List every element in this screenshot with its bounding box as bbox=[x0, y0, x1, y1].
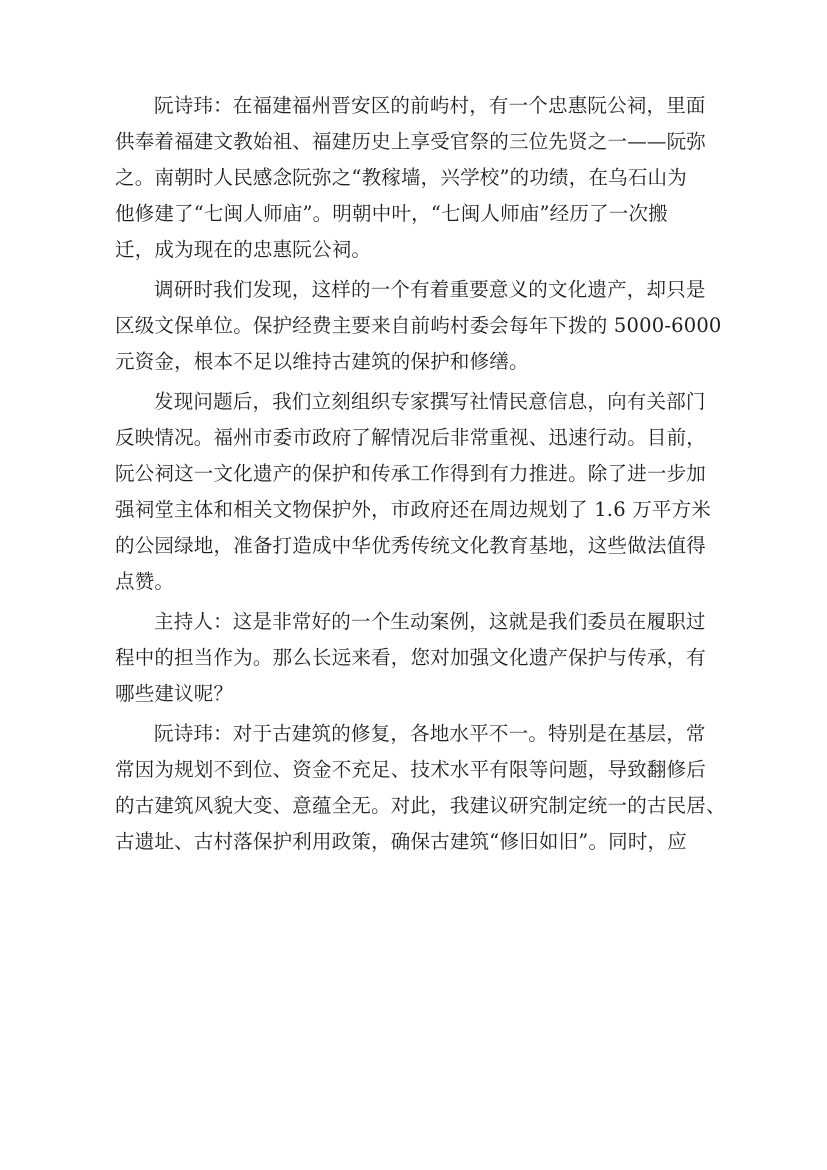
paragraph-line: 调研时我们发现，这样的一个有着重要意义的文化遗产，却只是 bbox=[154, 278, 706, 301]
paragraph-line: 供奉着福建文教始祖、福建历史上享受官祭的三位先贤之一——阮弥 bbox=[115, 130, 707, 153]
document-body bbox=[115, 88, 726, 864]
paragraph-line: 阮公祠这一文化遗产的保护和传承工作得到有力推进。除了进一步加 bbox=[115, 462, 707, 485]
paragraph-line: 常因为规划不到位、资金不充足、技术水平有限等问题，导致翻修后 bbox=[115, 758, 707, 781]
paragraph-5 bbox=[115, 716, 726, 860]
paragraph-line: 他修建了“七闽人师庙”。明朝中叶，“七闽人师庙”经历了一次搬 bbox=[115, 202, 668, 225]
paragraph-line: 之。南朝时人民感念阮弥之“教稼墙，兴学校”的功绩，在乌石山为 bbox=[115, 166, 687, 189]
paragraph-2 bbox=[115, 272, 722, 380]
paragraph-line: 强祠堂主体和相关文物保护外，市政府还在周边规划了 1.6 万平方米 bbox=[115, 498, 712, 521]
paragraph-line: 点赞。 bbox=[115, 570, 175, 593]
paragraph-3 bbox=[115, 384, 715, 600]
paragraph-line: 程中的担当作为。那么长远来看，您对加强文化遗产保护与传承，有 bbox=[115, 646, 707, 669]
paragraph-line: 古遗址、古村落保护利用政策，确保古建筑“修旧如旧”。同时，应 bbox=[115, 830, 687, 853]
paragraph-line: 反映情况。福州市委市政府了解情况后非常重视、迅速行动。目前， bbox=[115, 426, 707, 449]
paragraph-line: 哪些建议呢？ bbox=[115, 682, 234, 705]
paragraph-line: 元资金，根本不足以维持古建筑的保护和修缮。 bbox=[115, 350, 529, 373]
paragraph-line: 发现问题后，我们立刻组织专家撰写社情民意信息，向有关部门 bbox=[154, 390, 706, 413]
paragraph-line: 的公园绿地，准备打造成中华优秀传统文化教育基地，这些做法值得 bbox=[115, 534, 707, 557]
paragraph-4 bbox=[115, 604, 715, 712]
paragraph-1 bbox=[115, 88, 715, 268]
paragraph-line: 阮诗玮：对于古建筑的修复，各地水平不一。特别是在基层，常 bbox=[154, 722, 706, 745]
paragraph-line: 的古建筑风貌大变、意蕴全无。对此，我建议研究制定统一的古民居、 bbox=[115, 794, 726, 817]
paragraph-line: 阮诗玮：在福建福州晋安区的前屿村，有一个忠惠阮公祠，里面 bbox=[154, 94, 706, 117]
paragraph-line: 区级文保单位。保护经费主要来自前屿村委会每年下拨的 5000-6000 bbox=[115, 314, 722, 337]
paragraph-line: 迁，成为现在的忠惠阮公祠。 bbox=[115, 238, 372, 261]
paragraph-line: 主持人：这是非常好的一个生动案例，这就是我们委员在履职过 bbox=[154, 610, 706, 633]
